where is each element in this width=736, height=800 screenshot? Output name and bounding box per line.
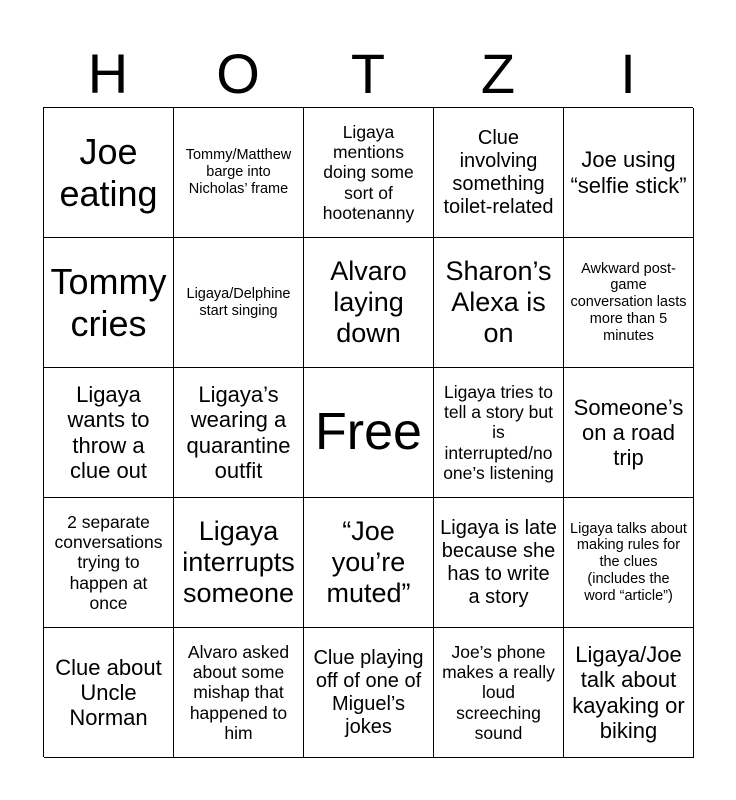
free-cell[interactable]	[304, 368, 434, 498]
cell-text: Joe using “selfie stick”	[570, 147, 687, 198]
cell-text: Ligaya’s wearing a quarantine outfit	[186, 381, 291, 483]
bingo-cell[interactable]	[304, 238, 434, 368]
cell-text: 2 separate conversations trying to happen at once	[54, 512, 163, 613]
bingo-cell[interactable]	[44, 238, 174, 368]
bingo-cell[interactable]	[174, 238, 304, 368]
cell-text: Joe eating	[59, 131, 158, 214]
cell-text: Ligaya tries to tell a story but is interrupted/no one’s listening	[443, 382, 554, 483]
cell-text: Ligaya wants to throw a clue out	[67, 381, 150, 483]
bingo-cell[interactable]	[304, 108, 434, 238]
bingo-cell[interactable]	[44, 628, 174, 758]
bingo-cell[interactable]	[564, 108, 694, 238]
cell-text: Tommy/Matthew barge into Nicholas’ frame	[185, 147, 292, 197]
header-letter-h: H	[87, 42, 129, 105]
header-letter-z: Z	[480, 42, 516, 105]
cell-text: Alvaro asked about some mishap that happened to him	[187, 642, 290, 743]
bingo-cell[interactable]	[564, 498, 694, 628]
bingo-cell[interactable]	[44, 108, 174, 238]
cell-text: Awkward post-game conversation lasts more than 5 minutes	[570, 260, 687, 344]
bingo-cell[interactable]	[304, 628, 434, 758]
cell-text: “Joe you’re muted”	[326, 515, 411, 609]
bingo-cell[interactable]	[434, 628, 564, 758]
cell-text: Clue involving something toilet-related	[443, 126, 554, 218]
cell-text: Alvaro laying down	[330, 255, 407, 349]
bingo-cell[interactable]	[434, 108, 564, 238]
header-letter-t: T	[350, 42, 386, 105]
cell-text: Tommy cries	[50, 261, 167, 344]
bingo-cell[interactable]	[564, 368, 694, 498]
bingo-cell[interactable]	[434, 238, 564, 368]
header-letter-o: O	[216, 42, 260, 105]
header-letter-i: I	[620, 42, 636, 105]
cell-text: Ligaya interrupts someone	[182, 515, 295, 609]
cell-text: Clue playing off of one of Miguel’s jokes	[313, 646, 424, 738]
cell-text: Ligaya/Delphine start singing	[186, 285, 291, 319]
bingo-cell[interactable]	[434, 498, 564, 628]
cell-text: Ligaya mentions doing some sort of hootenanny	[322, 122, 415, 223]
free-text: Free	[315, 402, 422, 461]
bingo-cell[interactable]	[564, 238, 694, 368]
cell-text: Ligaya talks about making rules for the clues (includes the word “article”)	[570, 520, 687, 604]
cell-text: Someone’s on a road trip	[573, 394, 684, 471]
bingo-cell[interactable]	[564, 628, 694, 758]
cell-text: Ligaya/Joe talk about kayaking or biking	[572, 641, 685, 743]
bingo-cell[interactable]	[174, 108, 304, 238]
cell-text: Clue about Uncle Norman	[55, 654, 162, 731]
bingo-grid	[43, 107, 693, 757]
bingo-cell[interactable]	[44, 498, 174, 628]
bingo-cell[interactable]	[174, 498, 304, 628]
bingo-cell[interactable]	[434, 368, 564, 498]
bingo-cell[interactable]	[174, 368, 304, 498]
cell-text: Sharon’s Alexa is on	[445, 255, 552, 349]
bingo-header	[43, 44, 693, 104]
bingo-cell[interactable]	[174, 628, 304, 758]
bingo-cell[interactable]	[44, 368, 174, 498]
bingo-cell[interactable]	[304, 498, 434, 628]
cell-text: Ligaya is late because she has to write a story	[440, 516, 557, 608]
cell-text: Joe’s phone makes a really loud screeching sound	[442, 642, 555, 743]
